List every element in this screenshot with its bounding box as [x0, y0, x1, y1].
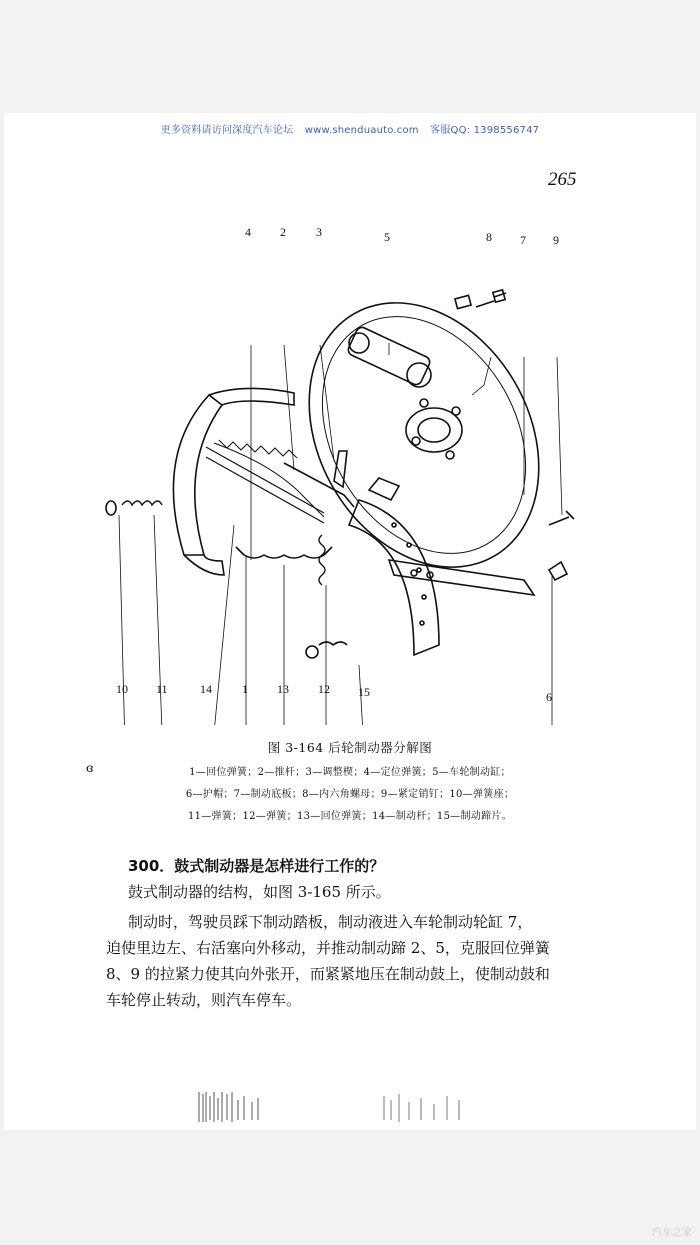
label-8: 8 — [486, 230, 492, 244]
left-brake-shoe — [173, 395, 222, 555]
backing-plate — [263, 261, 585, 608]
label-2: 2 — [280, 225, 286, 239]
label-11: 11 — [156, 682, 168, 696]
header-url[interactable]: www.shenduauto.com — [304, 125, 419, 136]
section-question: 300．鼓式制动器是怎样进行工作的？ — [128, 857, 385, 875]
header-site-text: 更多资料请访问深度汽车论坛 — [160, 125, 294, 136]
paragraph-2-line-3: 8、9 的拉紧力使其向外张开，而紧紧地压在制动鼓上，使制动鼓和 — [106, 965, 550, 983]
label-14: 14 — [200, 682, 212, 696]
book-page — [4, 113, 696, 1130]
figure-caption: 图 3-164 后轮制动器分解图 — [267, 740, 433, 755]
label-1: 1 — [242, 682, 248, 696]
label-4: 4 — [245, 225, 251, 239]
side-mark: ɞ — [86, 761, 94, 775]
label-10: 10 — [116, 682, 128, 696]
label-13: 13 — [277, 682, 289, 696]
page-number: 265 — [548, 169, 577, 190]
label-5: 5 — [384, 230, 390, 244]
brake-exploded-diagram — [94, 225, 594, 725]
scan-noise-right — [379, 1090, 469, 1125]
legend-line-3: 11—弹簧；12—弹簧；13—回位弹簧；14—制动杆；15—制动蹄片。 — [187, 811, 513, 822]
label-7: 7 — [520, 233, 526, 247]
wheel-cylinder — [346, 326, 431, 387]
paragraph-1: 鼓式制动器的结构，如图 3-165 所示。 — [128, 883, 391, 901]
label-15: 15 — [358, 685, 370, 699]
header-contact: 客服QQ: 1398556747 — [430, 125, 540, 136]
label-9: 9 — [553, 233, 559, 247]
diagram-drawing — [94, 225, 594, 725]
label-6: 6 — [546, 690, 552, 704]
paragraph-2-line-4: 车轮停止转动，则汽车停车。 — [106, 991, 302, 1009]
page-header — [4, 121, 696, 136]
label-3: 3 — [316, 225, 322, 239]
watermark-text: 汽车之家 — [652, 1228, 692, 1239]
label-12: 12 — [318, 682, 330, 696]
scan-noise-left — [194, 1090, 274, 1125]
legend-line-1: 1—回位弹簧；2—推杆；3—调整楔；4—定位弹簧；5—车轮制动缸； — [189, 767, 511, 778]
paragraph-2-line-2: 迫使里边左、右活塞向外移动，并推动制动蹄 2、5，克服回位弹簧 — [106, 939, 550, 957]
legend-line-2: 6—护帽；7—制动底板；8—内六角螺母；9—紧定销钉；10—弹簧座； — [185, 789, 515, 800]
paragraph-2-line-1: 制动时，驾驶员踩下制动踏板，制动液进入车轮制动轮缸 7， — [128, 913, 533, 931]
